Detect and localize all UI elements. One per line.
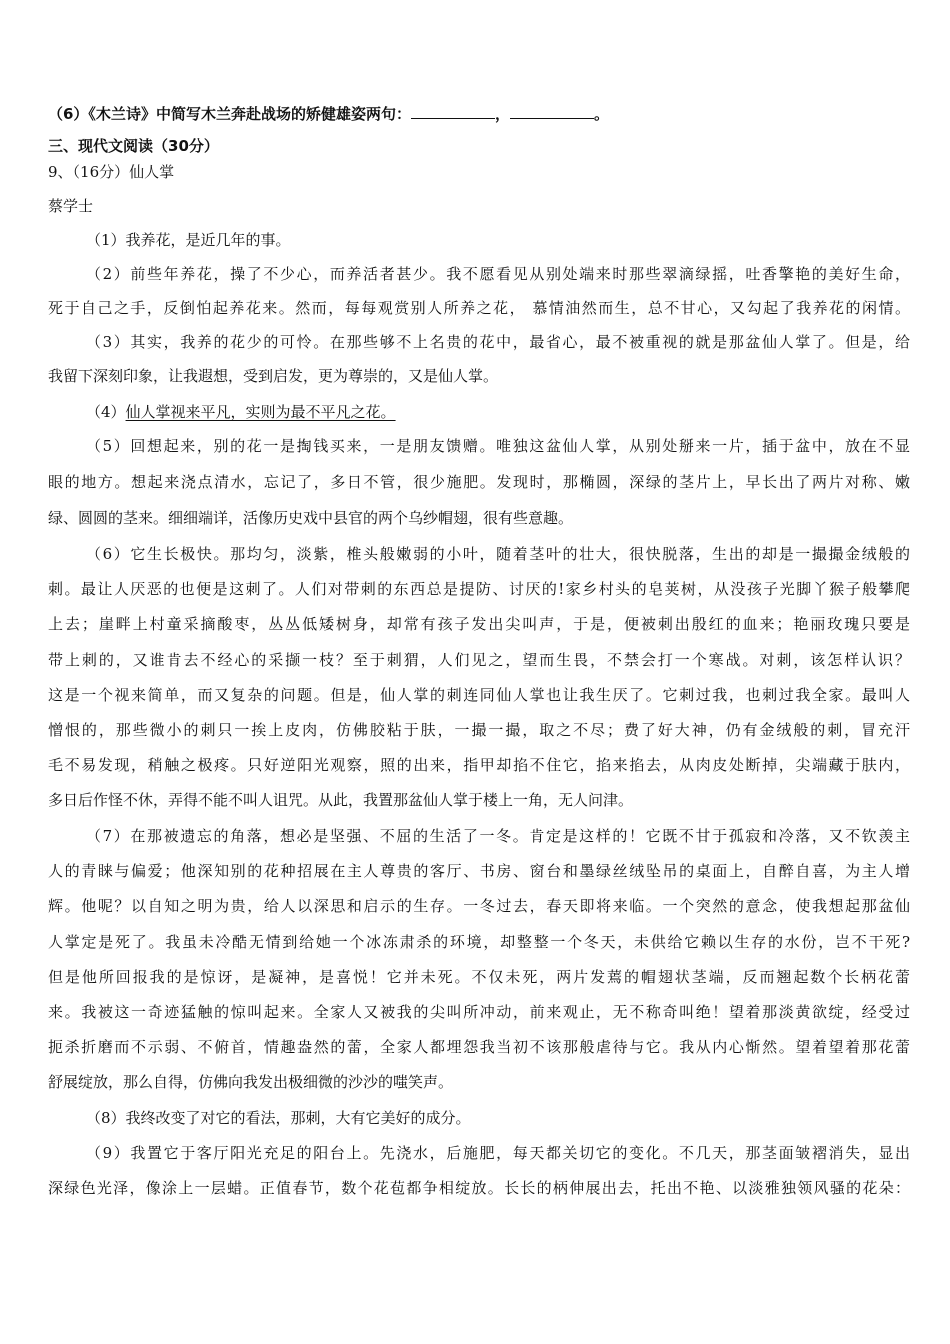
paragraph-6-line-4: 带上刺的，又谁肯去不经心的采撷一枝？至于刺猬，人们见之，望而生畏，不禁会打一个寒战。对刺，该怎样认识？ bbox=[48, 651, 910, 669]
paragraph-7-line-2: 人的青睐与偏爱；他深知别的花种招展在主人尊贵的客厅、书房、窗台和墨绿丝绒坠吊的桌面上，自醉自喜，为主人增 bbox=[48, 862, 910, 880]
paragraph-5-line-3: 绿、圆圆的茎来。细细端详，活像历史戏中县官的两个乌纱帽翅，很有些意趣。 bbox=[48, 509, 574, 527]
paragraph-6-line-6: 憎恨的，那些微小的刺只一挨上皮肉，仿佛胶粘于肤，一撮一撮，取之不尽；费了好大神，仍有金绒般的刺，冒充汗 bbox=[48, 721, 910, 739]
paragraph-7-line-1: （7）在那被遗忘的角落，想必是坚强、不屈的生活了一冬。肯定是这样的！它既不甘于孤寂和冷落，又不钦羡主 bbox=[86, 827, 910, 845]
paragraph-9-line-2: 深绿色光泽，像涂上一层蜡。正值春节，数个花苞都争相绽放。长长的柄伸展出去，托出不艳、以淡雅独领风骚的花朵： bbox=[48, 1179, 910, 1197]
paragraph-2-line-2: 死于自己之手，反倒怕起养花来。然而，每每观赏别人所养之花， 慕情油然而生，总不甘心，又勾起了我养花的闲情。 bbox=[48, 299, 910, 317]
paragraph-7-line-4: 人掌定是死了。我虽未冷酷无情到给她一个冰冻肃杀的环境，却整整一个冬天，未供给它赖以生存的水份，岂不干死? bbox=[48, 933, 910, 951]
paragraph-3-line-2: 我留下深刻印象，让我遐想，受到启发，更为尊崇的，又是仙人掌。 bbox=[48, 367, 499, 385]
paragraph-7-line-5: 但是他所回报我的是惊讶，是凝神，是喜悦！它并未死。不仅未死，两片发蔫的帽翅状茎端，反而翘起数个长柄花蕾 bbox=[48, 968, 910, 986]
section-3-title: 三、现代文阅读（30分） bbox=[48, 137, 219, 155]
paragraph-6-line-7: 毛不易发现，稍触之极疼。只好逆阳光观察，照的出来，指甲却掐不住它，掐来掐去，从肉皮处断掉，尖端藏于肤内， bbox=[48, 756, 910, 774]
paragraph-6-line-1: （6）它生长极快。那均匀，淡紫，椎头般嫩弱的小叶，随着茎叶的壮大，很快脱落，生出的却是一撮撮金绒般的 bbox=[86, 545, 910, 563]
question-6-separator: ， bbox=[494, 105, 510, 123]
paragraph-2-line-1: （2）前些年养花，操了不少心，而养活者甚少。我不愿看见从别处端来时那些翠滴绿摇，吐香擎艳的美好生命， bbox=[86, 265, 910, 283]
answer-blank-1[interactable] bbox=[411, 104, 495, 119]
paragraph-4-label: （4） bbox=[86, 403, 126, 421]
paragraph-6-line-5: 这是一个视来简单，而又复杂的问题。但是，仙人掌的刺连同仙人掌也让我生厌了。它刺过我，也刺过我全家。最叫人 bbox=[48, 686, 910, 704]
paragraph-4 bbox=[86, 402, 910, 422]
paragraph-1-line-1: （1）我养花，是近几年的事。 bbox=[86, 231, 291, 249]
question-6-text: （6）《木兰诗》中简写木兰奔赴战场的矫健雄姿两句： bbox=[48, 105, 411, 123]
answer-blank-2[interactable] bbox=[510, 104, 594, 119]
paragraph-6-line-2: 刺。最让人厌恶的也便是这刺了。人们对带刺的东西总是提防、讨厌的!家乡村头的皂荚树，从没孩子光脚丫猴子般攀爬 bbox=[48, 580, 910, 598]
question-9-header: 9、（16分）仙人掌 bbox=[48, 163, 175, 181]
paragraph-6-line-3: 上去；崖畔上村童采摘酸枣，丛丛低矮树身，却常有孩子发出尖叫声，于是，便被刺出殷红的血来；艳丽玫瑰只要是 bbox=[48, 615, 910, 633]
paragraph-5-line-2: 眼的地方。想起来浇点清水，忘记了，多日不管，很少施肥。发现时，那椭圆，深绿的茎片上，早长出了两片对称、嫩 bbox=[48, 473, 910, 491]
paragraph-8-line-1: （8）我终改变了对它的看法，那刺，大有它美好的成分。 bbox=[86, 1109, 471, 1127]
author: 蔡学士 bbox=[48, 197, 94, 215]
question-6-end: 。 bbox=[593, 105, 609, 123]
paragraph-7-line-8: 舒展绽放，那么自得，仿佛向我发出极细微的沙沙的嗤笑声。 bbox=[48, 1073, 454, 1091]
paragraph-4-underlined-sentence: 仙人掌视来平凡，实则为最不平凡之花。 bbox=[125, 403, 396, 421]
paragraph-9-line-1: （9）我置它于客厅阳光充足的阳台上。先浇水，后施肥，每天都关切它的变化。不几天，那茎面皱褶消失，显出 bbox=[86, 1144, 910, 1162]
paragraph-3-line-1: （3）其实，我养的花少的可怜。在那些够不上名贵的花中，最省心，最不被重视的就是那盆仙人掌了。但是，给 bbox=[86, 333, 910, 351]
question-6 bbox=[48, 104, 910, 124]
paragraph-5-line-1: （5）回想起来，别的花一是掏钱买来，一是朋友馈赠。唯独这盆仙人掌，从别处掰来一片，插于盆中，放在不显 bbox=[86, 437, 910, 455]
paragraph-7-line-6: 来。我被这一奇迹猛触的惊叫起来。全家人又被我的尖叫所冲动，前来观止，无不称奇叫绝！望着那淡黄欲绽，经受过 bbox=[48, 1003, 910, 1021]
paragraph-7-line-7: 扼杀折磨而不示弱、不俯首，情趣盎然的蕾，全家人都埋怨我当初不该那般虐待与它。我从内心惭然。望着望着那花蕾 bbox=[48, 1038, 910, 1056]
paragraph-7-line-3: 辉。他呢？以自知之明为贵，给人以深思和启示的生存。一冬过去，春天即将来临。一个突然的意念，使我想起那盆仙 bbox=[48, 897, 910, 915]
paragraph-6-line-8: 多日后作怪不休，弄得不能不叫人诅咒。从此，我置那盆仙人掌于楼上一角，无人问津。 bbox=[48, 791, 634, 809]
